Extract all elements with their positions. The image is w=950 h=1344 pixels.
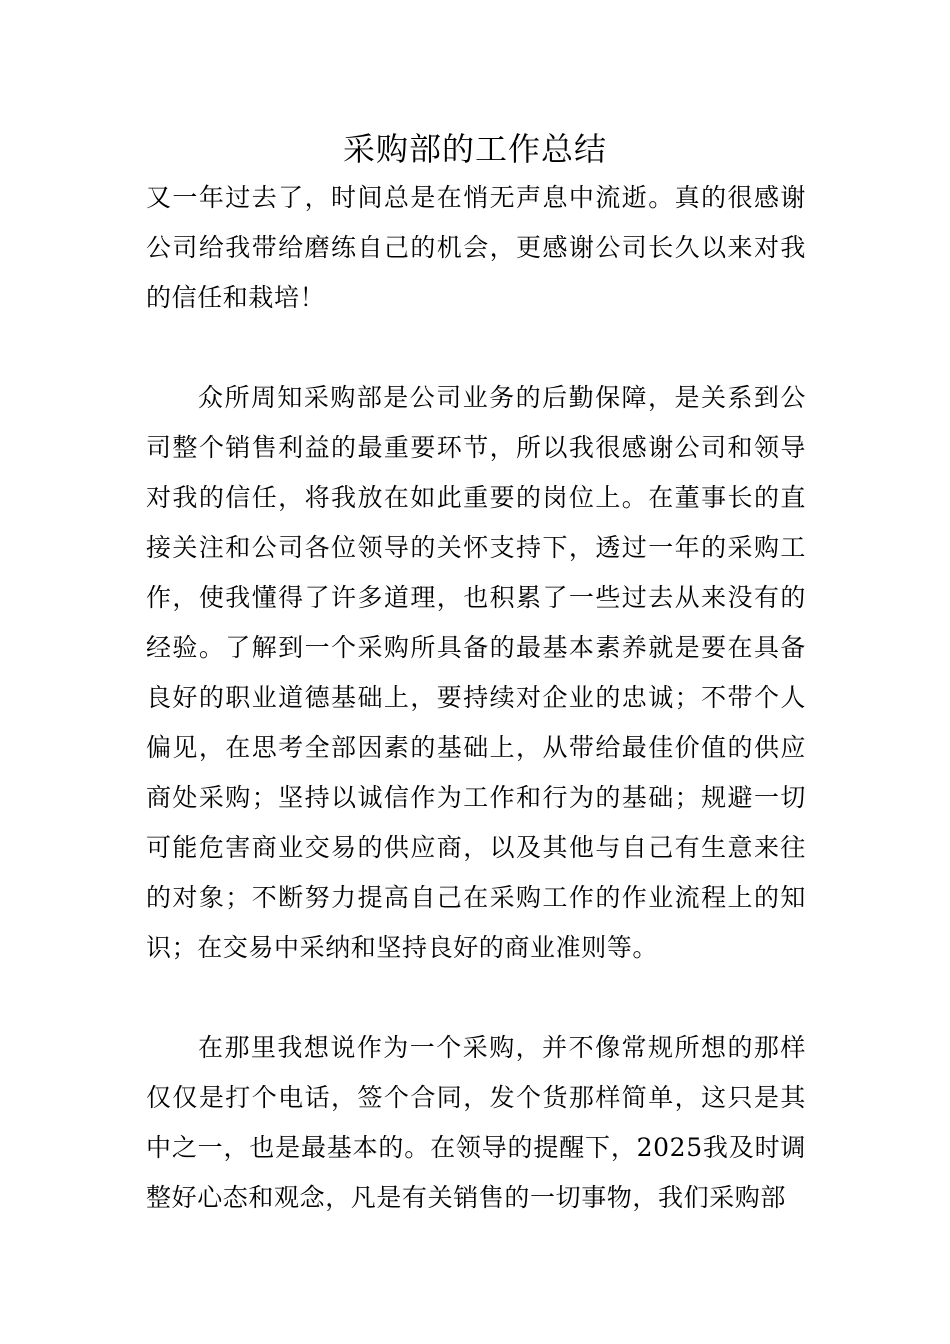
paragraph-intro: 又一年过去了，时间总是在悄无声息中流逝。真的很感谢公司给我带给磨练自己的机会，更感谢公司长久以来对我的信任和栽培！ bbox=[146, 183, 806, 312]
paragraph-procurement-scope: 在那里我想说作为一个采购，并不像常规所想的那样仅仅是打个电话，签个合同，发个货那样简单，这只是其中之一，也是最基本的。在领导的提醒下，2025我及时调整好心态和观念，凡是有关销售的一切事物，我们采购部 bbox=[146, 1033, 806, 1212]
document-title: 采购部的工作总结 bbox=[342, 130, 607, 168]
paragraph-procurement-role: 众所周知采购部是公司业务的后勤保障，是关系到公司整个销售利益的最重要环节，所以我很感谢公司和领导对我的信任，将我放在如此重要的岗位上。在董事长的直接关注和公司各位领导的关怀支持下，透过一年的采购工作，使我懂得了许多道理，也积累了一些过去从来没有的经验。了解到一个采购所具备的最基本素养就是要在具备良好的职业道德基础上，要持续对企业的忠诚；不带个人偏见，在思考全部因素的基础上，从带给最佳价值的供应商处采购；坚持以诚信作为工作和行为的基础；规避一切可能危害商业交易的供应商，以及其他与自己有生意来往的对象；不断努力提高自己在采购工作的作业流程上的知识；在交易中采纳和坚持良好的商业准则等。 bbox=[146, 383, 806, 962]
